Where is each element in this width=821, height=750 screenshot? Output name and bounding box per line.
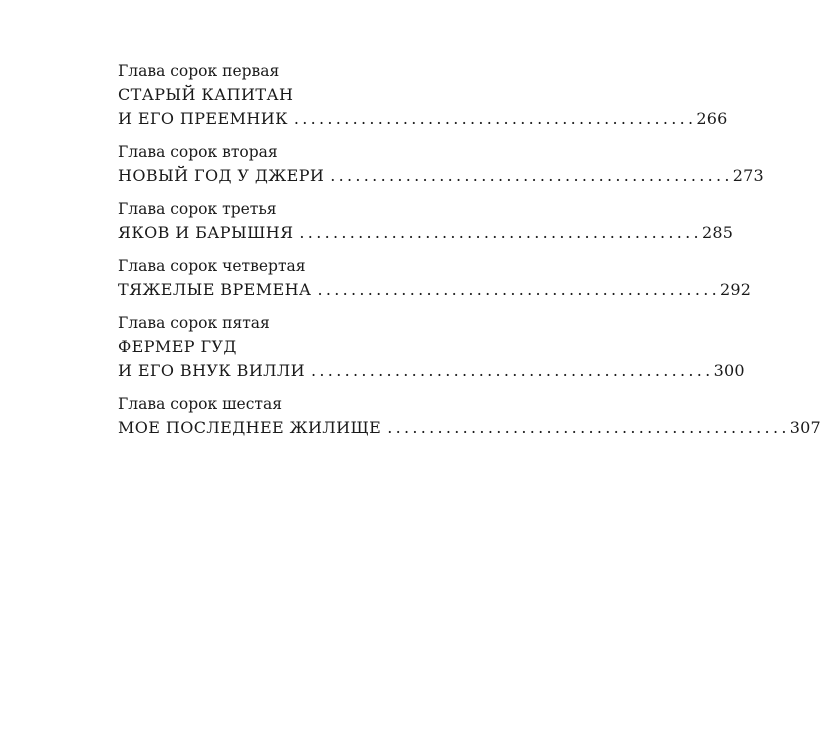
chapter-label: Глава сорок третья [118, 200, 277, 218]
chapter-title-line: ФЕРМЕР ГУД [118, 337, 237, 356]
chapter-title-row [118, 164, 764, 188]
chapter-title-row [118, 278, 752, 302]
dot-leader: ................................................ [299, 223, 702, 242]
chapter-label: Глава сорок шестая [118, 395, 282, 413]
chapter-title-row [118, 416, 821, 440]
chapter-title-row [118, 359, 745, 383]
dot-leader: ................................................ [293, 109, 697, 128]
page-number: 307 [789, 418, 821, 437]
page-number: 273 [732, 166, 764, 185]
toc-entry-42 [118, 140, 764, 188]
dot-leader: ................................................ [311, 361, 714, 380]
toc-entry-45 [118, 311, 745, 383]
chapter-title-text: И ЕГО ПРЕЕМНИК [118, 109, 288, 128]
chapter-title-text: ТЯЖЕЛЫЕ ВРЕМЕНА [118, 280, 312, 299]
chapter-title-text: МОЕ ПОСЛЕДНЕЕ ЖИЛИЩЕ [118, 418, 382, 437]
chapter-title-text: И ЕГО ВНУК ВИЛЛИ [118, 361, 306, 380]
page-number: 266 [696, 109, 728, 128]
chapter-label: Глава сорок четвертая [118, 257, 306, 275]
table-of-contents [118, 59, 821, 449]
chapter-label: Глава сорок первая [118, 62, 280, 80]
page-number: 285 [701, 223, 734, 242]
chapter-title-text: ЯКОВ И БАРЫШНЯ [118, 223, 294, 242]
page-number: 292 [719, 280, 752, 299]
chapter-title-row [118, 107, 728, 131]
dot-leader: ................................................ [330, 166, 733, 185]
toc-entry-41 [118, 59, 728, 131]
toc-entry-43 [118, 197, 734, 245]
chapter-title-text: НОВЫЙ ГОД У ДЖЕРИ [118, 166, 325, 185]
chapter-title-line: СТАРЫЙ КАПИТАН [118, 85, 294, 104]
chapter-title-row [118, 221, 734, 245]
toc-entry-44 [118, 254, 752, 302]
page-number: 300 [713, 361, 745, 380]
chapter-label: Глава сорок пятая [118, 314, 270, 332]
toc-entry-46 [118, 392, 821, 440]
dot-leader: ................................................ [387, 418, 790, 437]
dot-leader: ................................................ [317, 280, 720, 299]
chapter-label: Глава сорок вторая [118, 143, 278, 161]
